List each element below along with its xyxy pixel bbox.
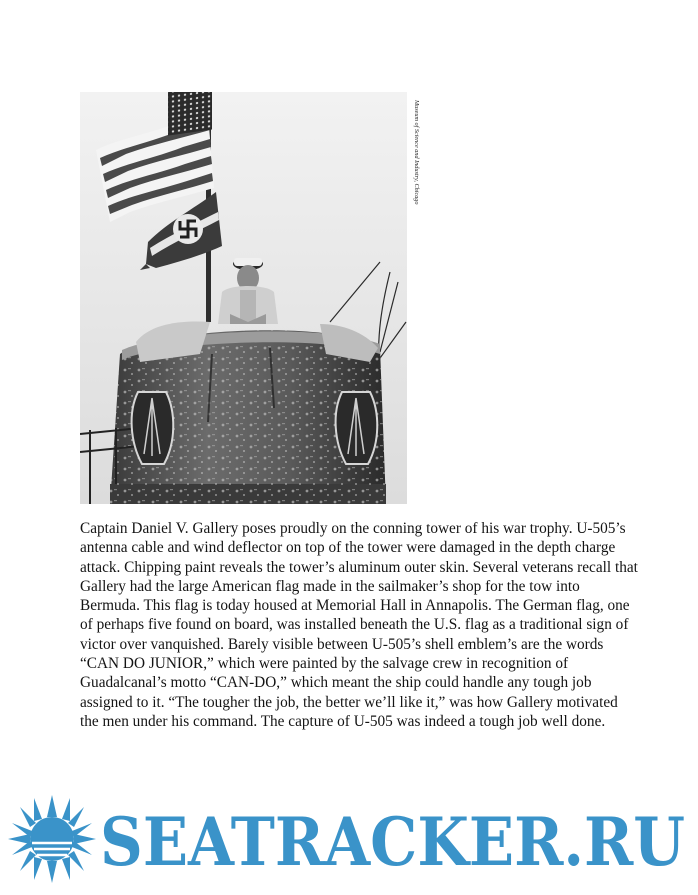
photo-credit-text: Museum of Science and Industry, Chicago <box>413 100 420 205</box>
photo-credit <box>408 100 422 212</box>
photo-caption: Captain Daniel V. Gallery poses proudly on the conning tower of his war trophy. U-505’s antenna cable and wind deflector on top of the tower were damaged in the depth charge attack. Chipping paint reveals the tower’s aluminum outer skin. Several veterans recall that Gallery had the large American flag made in the sailmaker’s shop for the tow into Bermuda. This flag is today housed at Memorial Hall in Annapolis. The German flag, one of perhaps five found on board, was installed beneath the U.S. flag as a traditional sign of victor over vanquished. Barely visible between U-505’s shell emblem’s are the words “CAN DO JUNIOR,” which were painted by the salvage crew in recognition of Guadalcanal’s motto “CAN-DO,” which meant the ship could handle any tough job assigned to it. “The tougher the job, the better we’ll like it,” was how Gallery motivated the men under his command. The capture of U-505 was indeed a tough job well done. <box>80 520 638 730</box>
conning-tower <box>80 322 386 504</box>
shell-emblem-right <box>336 392 378 464</box>
shell-emblem-left <box>132 392 174 464</box>
watermark-text: SEATRACKER.RU <box>100 803 685 881</box>
watermark-logo <box>0 785 698 890</box>
sun-icon <box>8 795 96 883</box>
archival-photo <box>80 92 407 504</box>
